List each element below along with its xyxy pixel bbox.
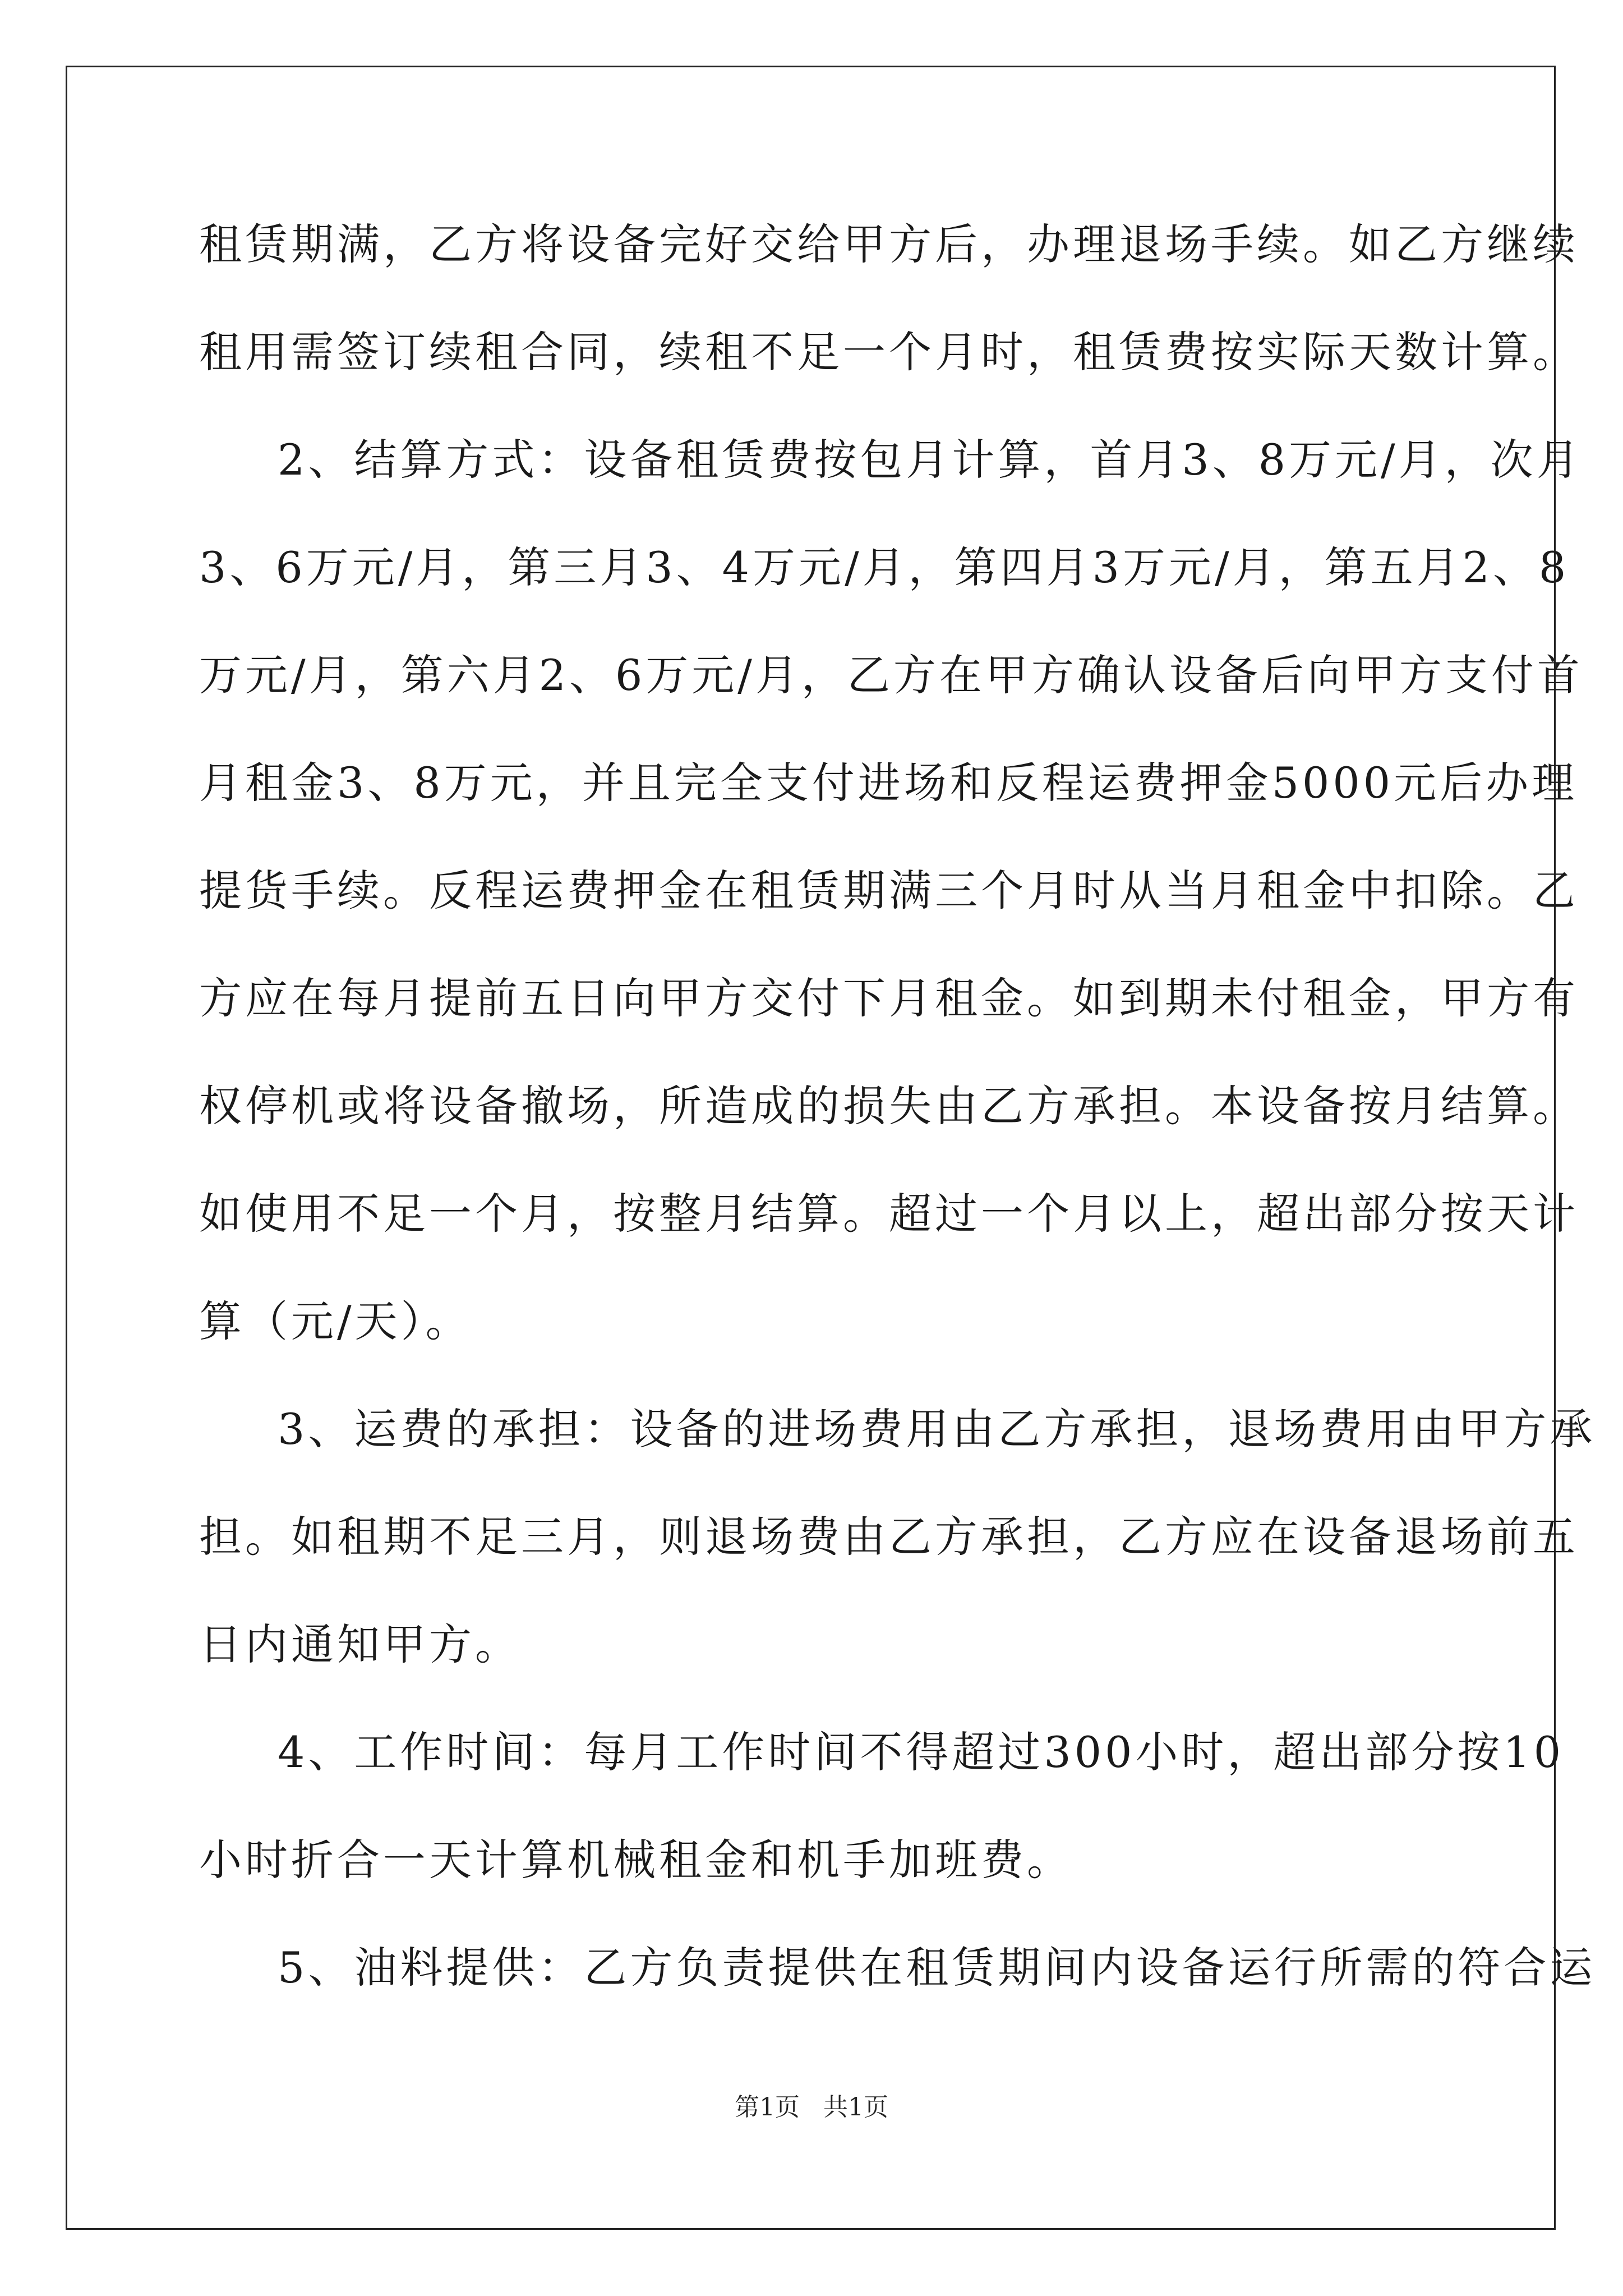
text-line: 2、结算方式：设备租赁费按包月计算，首月3、8万元/月，次月: [278, 435, 1583, 485]
text-line: 权停机或将设备撤场，所造成的损失由乙方承担。本设备按月结算。: [199, 1081, 1579, 1131]
text-line: 小时折合一天计算机械租金和机手加班费。: [199, 1835, 1073, 1885]
text-line: 4、工作时间：每月工作时间不得超过300小时，超出部分按10: [278, 1727, 1565, 1777]
text-line: 方应在每月提前五日向甲方交付下月租金。如到期未付租金，甲方有: [199, 973, 1579, 1023]
text-line: 日内通知甲方。: [199, 1619, 521, 1669]
page-number-footer: 第1页 共1页: [735, 2093, 888, 2122]
text-line: 算（元/天）。: [199, 1296, 472, 1346]
text-line: 3、6万元/月，第三月3、4万元/月，第四月3万元/月，第五月2、8: [199, 542, 1570, 592]
text-line: 租赁期满，乙方将设备完好交给甲方后，办理退场手续。如乙方继续: [199, 219, 1579, 269]
text-line: 担。如租期不足三月，则退场费由乙方承担，乙方应在设备退场前五: [199, 1512, 1579, 1562]
text-line: 3、运费的承担：设备的进场费用由乙方承担，退场费用由甲方承: [278, 1404, 1596, 1454]
text-line: 5、油料提供：乙方负责提供在租赁期间内设备运行所需的符合运: [278, 1943, 1596, 1993]
text-line: 万元/月，第六月2、6万元/月，乙方在甲方确认设备后向甲方支付首: [199, 650, 1583, 700]
text-line: 如使用不足一个月，按整月结算。超过一个月以上，超出部分按天计: [199, 1189, 1579, 1239]
text-line: 提货手续。反程运费押金在租赁期满三个月时从当月租金中扣除。乙: [199, 866, 1579, 915]
text-line: 租用需签订续租合同，续租不足一个月时，租赁费按实际天数计算。: [199, 327, 1579, 377]
text-line: 月租金3、8万元，并且完全支付进场和反程运费押金5000元后办理: [199, 758, 1578, 808]
page-border: [66, 66, 1556, 2230]
